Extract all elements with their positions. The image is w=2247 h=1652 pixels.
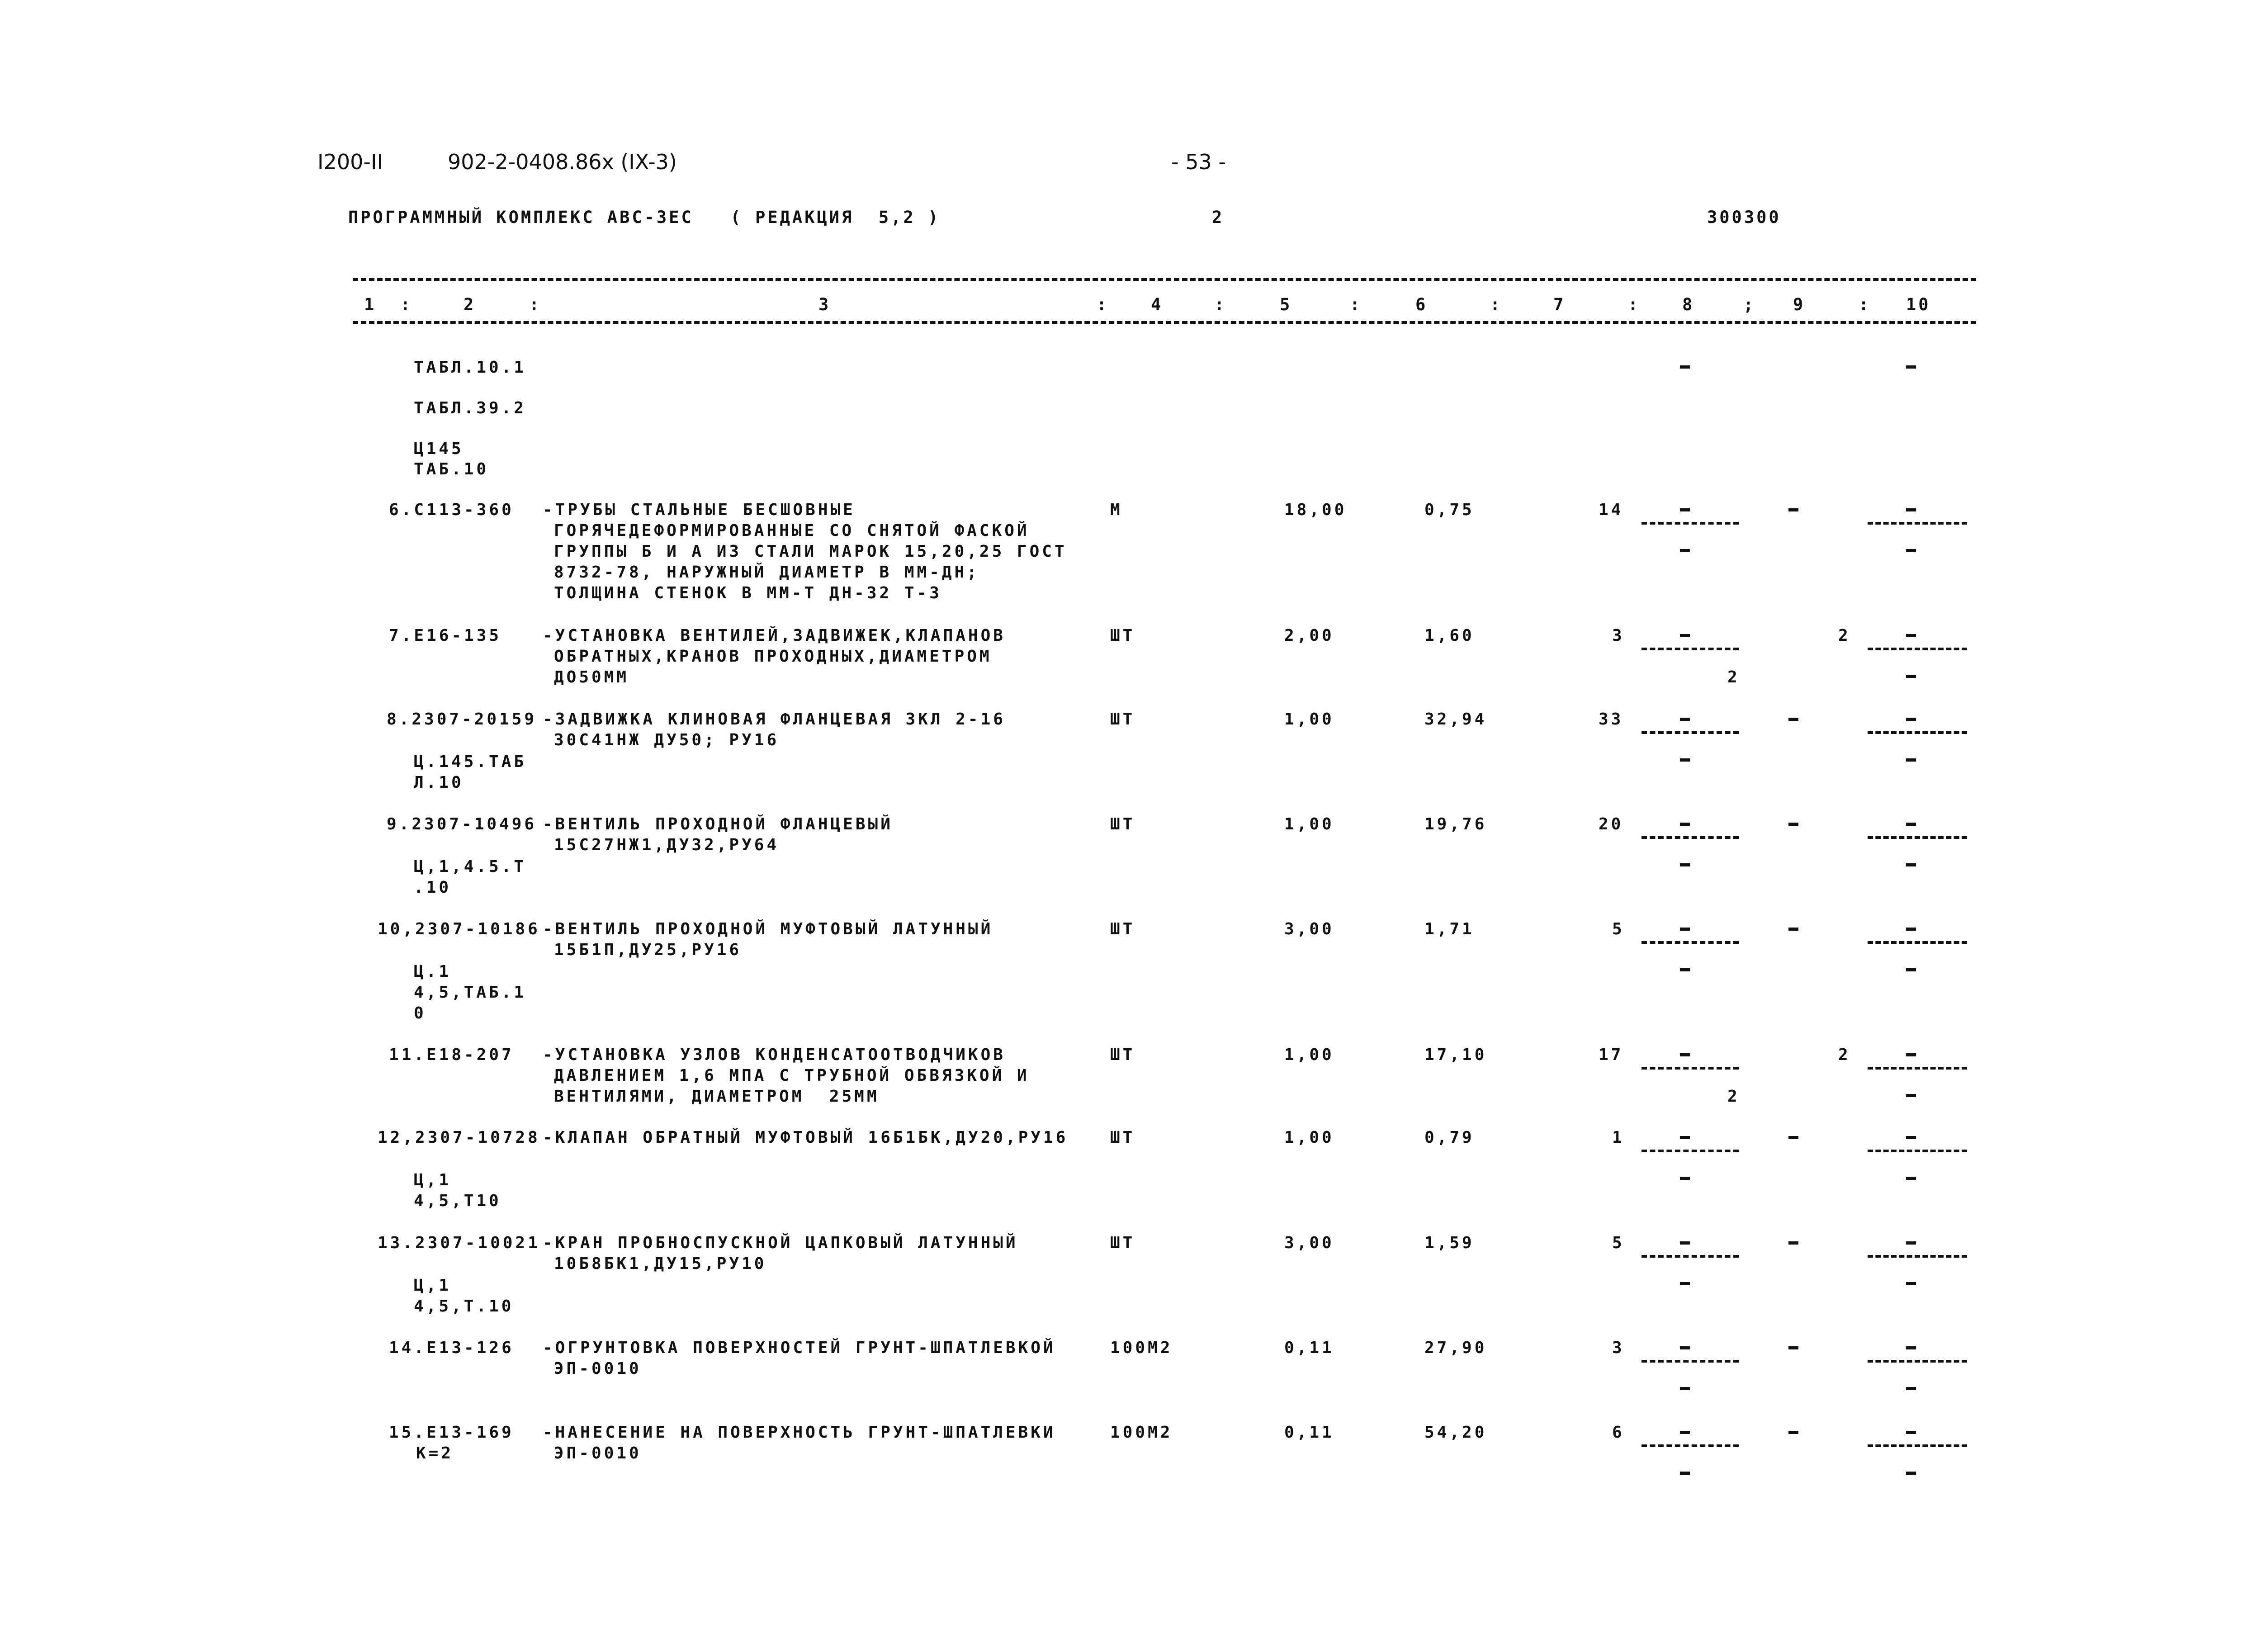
reference-note: Ц,1 — [414, 1276, 452, 1295]
empty-value-mark — [1680, 1241, 1690, 1245]
reference-note: Ц.1 — [414, 962, 452, 981]
unit-of-measure: ШТ — [1110, 710, 1135, 729]
empty-value-mark — [1906, 1346, 1916, 1349]
total-cost: 3 — [1612, 626, 1625, 645]
reference-note: ТАБ.10 — [414, 460, 489, 478]
unit-price: 0,79 — [1424, 1128, 1475, 1147]
unit-of-measure: ШТ — [1110, 1128, 1135, 1147]
quantity: 1,00 — [1284, 1046, 1334, 1064]
item-description: 8732-78, НАРУЖНЫЙ ДИАМЕТР В ММ-ДН; — [554, 563, 979, 582]
reference-note: Л.10 — [414, 773, 464, 792]
empty-value-mark — [1680, 1053, 1690, 1056]
unit-of-measure: 100М2 — [1110, 1339, 1173, 1357]
item-description: ТОЛЩИНА СТЕНОК В ММ-Т ДН-32 Т-3 — [554, 584, 942, 602]
unit-price: 17,10 — [1424, 1046, 1487, 1064]
fraction-rule — [1641, 1150, 1739, 1152]
item-description: ГОРЯЧЕДЕФОРМИРОВАННЫЕ СО СНЯТОЙ ФАСКОЙ — [554, 521, 1030, 540]
unit-of-measure: М — [1110, 501, 1123, 519]
unit-of-measure: ШТ — [1110, 920, 1135, 938]
total-cost: 5 — [1612, 920, 1625, 938]
item-description: -ТРУБЫ СТАЛЬНЫЕ БЕСШОВНЫЕ — [543, 501, 856, 519]
empty-value-mark — [1788, 718, 1798, 721]
reference-note: Ц.145.ТАБ — [414, 753, 527, 771]
empty-value-mark — [1906, 1094, 1916, 1097]
empty-value-mark — [1788, 928, 1798, 931]
item-description: 30С41НЖ ДУ50; РУ16 — [554, 731, 780, 749]
fraction-rule — [1868, 836, 1967, 839]
empty-value-mark — [1906, 508, 1916, 511]
column-header: 5 — [1280, 295, 1292, 314]
item-description: ОБРАТНЫХ,КРАНОВ ПРОХОДНЫХ,ДИАМЕТРОМ — [554, 647, 992, 666]
item-description: ГРУППЫ Б И А ИЗ СТАЛИ МАРОК 15,20,25 ГОСТ — [554, 542, 1067, 561]
quantity: 0,11 — [1284, 1423, 1334, 1442]
item-description: -УСТАНОВКА ВЕНТИЛЕЙ,ЗАДВИЖЕК,КЛАПАНОВ — [543, 626, 1006, 645]
empty-value-mark — [1788, 1431, 1798, 1434]
unit-of-measure: ШТ — [1110, 626, 1135, 645]
fraction-rule — [1868, 941, 1967, 944]
fraction-rule — [1641, 1360, 1739, 1363]
column-separator: : — [1628, 295, 1641, 314]
quantity: 2,00 — [1284, 626, 1334, 645]
sheet-number: I200-II — [317, 150, 383, 174]
item-description: -НАНЕСЕНИЕ НА ПОВЕРХНОСТЬ ГРУНТ-ШПАТЛЕВКИ — [543, 1423, 1056, 1442]
column-separator: : — [1214, 295, 1227, 314]
item-description: ВЕНТИЛЯМИ, ДИАМЕТРОМ 25ММ — [554, 1087, 880, 1106]
empty-value-mark — [1680, 718, 1690, 721]
column-header: 7 — [1553, 295, 1566, 314]
empty-value-mark — [1906, 1431, 1916, 1434]
empty-value-mark — [1680, 549, 1690, 552]
column-separator: : — [529, 295, 542, 314]
column-header: 3 — [818, 295, 831, 314]
reference-note: 4,5,Т.10 — [414, 1297, 514, 1316]
empty-value-mark — [1906, 1136, 1916, 1139]
item-description: -УСТАНОВКА УЗЛОВ КОНДЕНСАТООТВОДЧИКОВ — [543, 1046, 1006, 1064]
fraction-rule — [1868, 1444, 1967, 1447]
project-code: 902-2-0408.86x (IX-3) — [448, 150, 677, 174]
column-separator: : — [1350, 295, 1362, 314]
program-title: ПРОГРАММНЫЙ КОМПЛЕКС АВС-ЗЕС ( РЕДАКЦИЯ 5,2 ) — [348, 208, 941, 227]
item-description: -ВЕНТИЛЬ ПРОХОДНОЙ МУФТОВЫЙ ЛАТУННЫЙ — [543, 920, 993, 938]
empty-value-mark — [1906, 675, 1916, 678]
unit-of-measure: ШТ — [1110, 1234, 1135, 1252]
reference-note: Ц,1,4.5.Т — [414, 857, 527, 876]
unit-price: 1,60 — [1424, 626, 1475, 645]
empty-value-mark — [1906, 1177, 1916, 1180]
empty-value-mark — [1680, 1472, 1690, 1475]
empty-value-mark — [1906, 968, 1916, 971]
column-separator: : — [1490, 295, 1503, 314]
empty-value-mark — [1680, 1136, 1690, 1139]
item-code: 8.2307-20159 — [387, 710, 537, 729]
empty-value-mark — [1680, 928, 1690, 931]
total-cost: 6 — [1612, 1423, 1625, 1442]
item-description: ДО50ММ — [554, 668, 629, 686]
empty-value-mark — [1680, 1387, 1690, 1390]
reference-note: 0 — [414, 1004, 426, 1022]
quantity: 1,00 — [1284, 710, 1334, 729]
quantity: 0,11 — [1284, 1339, 1334, 1357]
reference-note: 4,5,ТАБ.1 — [414, 983, 527, 1002]
unit-of-measure: ШТ — [1110, 815, 1135, 833]
column-header: 6 — [1415, 295, 1428, 314]
empty-value-mark — [1906, 1282, 1916, 1285]
empty-value-mark — [1906, 1241, 1916, 1245]
reference-note: .10 — [414, 878, 452, 897]
empty-value-mark — [1680, 634, 1690, 637]
fraction-rule — [1641, 1255, 1739, 1258]
column-separator: : — [1859, 295, 1871, 314]
item-description: -ЗАДВИЖКА КЛИНОВАЯ ФЛАНЦЕВАЯ ЗКЛ 2-16 — [543, 710, 1006, 729]
reference-note: Ц,1 — [414, 1171, 452, 1189]
column-8-lower: 2 — [1727, 1087, 1740, 1106]
item-code: 7.Е16-135 — [389, 626, 502, 645]
empty-value-mark — [1906, 549, 1916, 552]
unit-price: 1,71 — [1424, 920, 1475, 938]
item-coefficient: К=2 — [416, 1444, 454, 1463]
column-header: 4 — [1151, 295, 1164, 314]
item-code: 13.2307-10021 — [378, 1234, 540, 1252]
column-header: 1 — [364, 295, 377, 314]
total-cost: 14 — [1599, 501, 1624, 519]
total-cost: 1 — [1612, 1128, 1625, 1147]
quantity: 3,00 — [1284, 1234, 1334, 1252]
empty-value-mark — [1906, 1387, 1916, 1390]
empty-value-mark — [1680, 968, 1690, 971]
empty-value-mark — [1906, 634, 1916, 637]
empty-value-mark — [1906, 1053, 1916, 1056]
fraction-rule — [1641, 1067, 1739, 1070]
empty-value-mark — [1680, 1346, 1690, 1349]
fraction-rule — [1868, 1150, 1967, 1152]
empty-value-mark — [1906, 365, 1916, 369]
empty-value-mark — [1906, 928, 1916, 931]
quantity: 18,00 — [1284, 501, 1347, 519]
item-description: 15С27НЖ1,ДУ32,РУ64 — [554, 836, 780, 854]
item-code: 11.Е18-207 — [389, 1046, 514, 1064]
reference-note: ТАБЛ.39.2 — [414, 399, 527, 417]
empty-value-mark — [1680, 508, 1690, 511]
fraction-rule — [1868, 1067, 1967, 1070]
item-description: -ОГРУНТОВКА ПОВЕРХНОСТЕЙ ГРУНТ-ШПАТЛЕВКОЙ — [543, 1339, 1056, 1357]
empty-value-mark — [1788, 1136, 1798, 1139]
item-description: -ВЕНТИЛЬ ПРОХОДНОЙ ФЛАНЦЕВЫЙ — [543, 815, 893, 833]
reference-note: Ц145 — [414, 440, 464, 458]
table-top-rule — [353, 278, 1976, 281]
total-cost: 17 — [1599, 1046, 1624, 1064]
empty-value-mark — [1788, 1241, 1798, 1245]
column-9-value: 2 — [1838, 1046, 1851, 1064]
item-code: 9.2307-10496 — [387, 815, 537, 833]
unit-of-measure: 100М2 — [1110, 1423, 1173, 1442]
unit-price: 32,94 — [1424, 710, 1487, 729]
fraction-rule — [1868, 1255, 1967, 1258]
fraction-rule — [1868, 522, 1967, 525]
item-code: 10,2307-10186 — [378, 920, 540, 938]
item-description: 15Б1П,ДУ25,РУ16 — [554, 941, 742, 959]
document-code: 300300 — [1707, 208, 1781, 227]
empty-value-mark — [1906, 758, 1916, 762]
unit-price: 0,75 — [1424, 501, 1475, 519]
total-cost: 33 — [1599, 710, 1624, 729]
page-number: - 53 - — [1171, 150, 1226, 174]
column-8-lower: 2 — [1727, 668, 1740, 686]
item-description: 10Б8БК1,ДУ15,РУ10 — [554, 1254, 767, 1273]
fraction-rule — [1868, 731, 1967, 734]
quantity: 1,00 — [1284, 815, 1334, 833]
fraction-rule — [1641, 731, 1739, 734]
total-cost: 20 — [1599, 815, 1624, 833]
total-cost: 5 — [1612, 1234, 1625, 1252]
empty-value-mark — [1680, 863, 1690, 866]
empty-value-mark — [1906, 823, 1916, 826]
reference-note: ТАБЛ.10.1 — [414, 358, 527, 377]
fraction-rule — [1641, 522, 1739, 525]
unit-of-measure: ШТ — [1110, 1046, 1135, 1064]
column-separator: : — [400, 295, 413, 314]
total-cost: 3 — [1612, 1339, 1625, 1357]
empty-value-mark — [1680, 1177, 1690, 1180]
column-header: 10 — [1906, 295, 1931, 314]
empty-value-mark — [1788, 508, 1798, 511]
empty-value-mark — [1788, 1346, 1798, 1349]
empty-value-mark — [1680, 823, 1690, 826]
item-description: ДАВЛЕНИЕМ 1,6 МПА С ТРУБНОЙ ОБВЯЗКОЙ И — [554, 1066, 1030, 1085]
empty-value-mark — [1906, 863, 1916, 866]
fraction-rule — [1641, 941, 1739, 944]
empty-value-mark — [1680, 1431, 1690, 1434]
empty-value-mark — [1788, 823, 1798, 826]
item-description: ЭП-0010 — [554, 1359, 642, 1378]
unit-price: 27,90 — [1424, 1339, 1487, 1357]
item-code: 14.Е13-126 — [389, 1339, 514, 1357]
empty-value-mark — [1680, 1282, 1690, 1285]
item-description: ЭП-0010 — [554, 1444, 642, 1463]
empty-value-mark — [1680, 758, 1690, 762]
item-code: 12,2307-10728 — [378, 1128, 540, 1147]
fraction-rule — [1641, 648, 1739, 650]
item-description: -КРАН ПРОБНОСПУСКНОЙ ЦАПКОВЫЙ ЛАТУННЫЙ — [543, 1234, 1018, 1252]
empty-value-mark — [1906, 718, 1916, 721]
part-number: 2 — [1212, 208, 1225, 227]
fraction-rule — [1641, 836, 1739, 839]
column-9-value: 2 — [1838, 626, 1851, 645]
empty-value-mark — [1680, 365, 1690, 369]
column-separator: : — [1097, 295, 1109, 314]
column-separator: ; — [1743, 295, 1756, 314]
table-header-rule — [353, 321, 1976, 324]
quantity: 3,00 — [1284, 920, 1334, 938]
empty-value-mark — [1906, 1472, 1916, 1475]
column-header: 8 — [1682, 295, 1695, 314]
column-header: 2 — [464, 295, 476, 314]
quantity: 1,00 — [1284, 1128, 1334, 1147]
fraction-rule — [1868, 1360, 1967, 1363]
column-header: 9 — [1793, 295, 1806, 314]
item-description: -КЛАПАН ОБРАТНЫЙ МУФТОВЫЙ 16Б1БК,ДУ20,РУ16 — [543, 1128, 1069, 1147]
reference-note: 4,5,Т10 — [414, 1192, 501, 1210]
unit-price: 19,76 — [1424, 815, 1487, 833]
unit-price: 54,20 — [1424, 1423, 1487, 1442]
fraction-rule — [1641, 1444, 1739, 1447]
fraction-rule — [1868, 648, 1967, 650]
unit-price: 1,59 — [1424, 1234, 1475, 1252]
item-code: 15.Е13-169 — [389, 1423, 514, 1442]
item-code: 6.С113-360 — [389, 501, 514, 519]
